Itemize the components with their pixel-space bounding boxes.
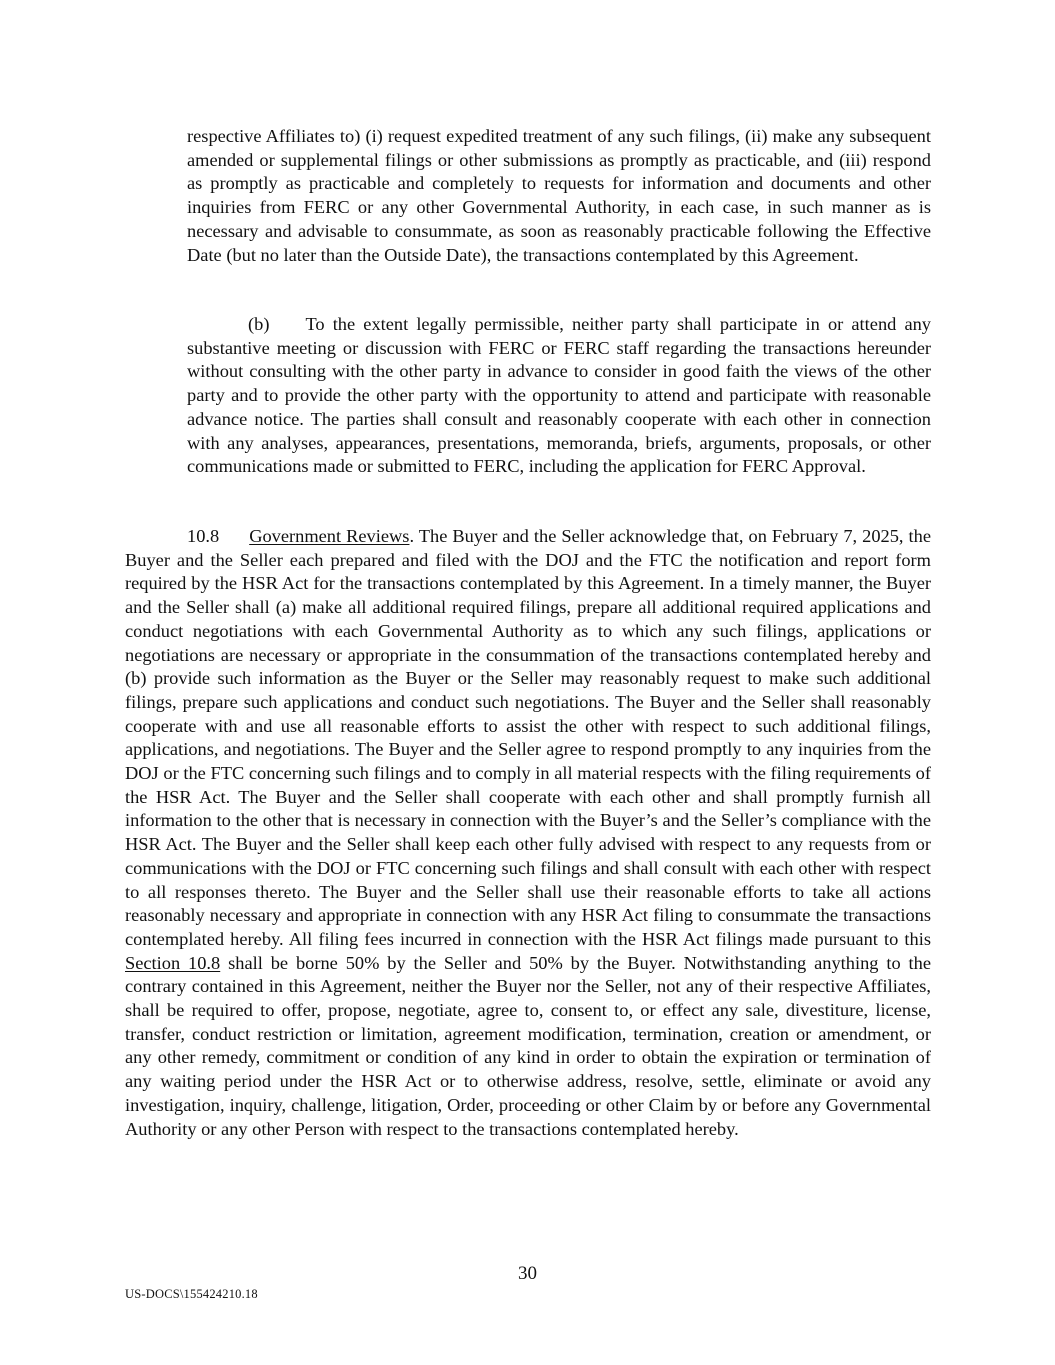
section-10-8-paragraph <box>125 525 931 1141</box>
section-heading-punct: . <box>409 526 415 546</box>
continuation-paragraph: respective Affiliates to) (i) request expedited treatment of any such filings, (ii) make any subsequent amended or supplemental filings or other submissions as promptly as practicable, and (iii) respond as promptly as practicable and completely to requests for information and documents and other inquiries from FERC or any other Governmental Authority, in each case, in such manner as is necessary and advisable to consummate, as soon as reasonably practicable following the Effective Date (but no later than the Outside Date), the transactions contemplated by this Agreement. <box>187 126 931 265</box>
page-number: 30 <box>518 1263 537 1284</box>
section-body-part1: The Buyer and the Seller acknowledge that, on February 7, 2025, the Buyer and the Seller each prepared and filed with the DOJ and the FTC the notification and report form required by the HSR Act for the transactions contemplated by this Agreement. In a timely manner, the Buyer and the Seller shall (a) make all additional required filings, prepare all additional required applications and conduct negotiations with each Governmental Authority as to which any such filings, applications or negotiations are necessary or appropriate in the consummation of the transactions contemplated hereby and (b) provide such information as the Buyer or the Seller may reasonably request to make such additional filings, prepare such applications and conduct such negotiations. The Buyer and the Seller shall reasonably cooperate with and use all reasonable efforts to assist the other with respect to such additional filings, applications, and negotiations. The Buyer and the Seller agree to respond promptly to any inquiries from the DOJ or the FTC concerning such filings and to comply in all material respects with the filing requirements of the HSR Act. The Buyer and the Seller shall cooperate with each other and shall promptly furnish all information to the other that is necessary in connection with the Buyer’s and the Seller’s compliance with the HSR Act. The Buyer and the Seller shall keep each other fully advised with respect to any requests from or communications with the DOJ or FTC concerning such filings and shall consult with each other with respect to all responses thereto. The Buyer and the Seller shall use their reasonable efforts to take all actions reasonably necessary and appropriate in connection with any HSR Act filing to consummate the transactions contemplated hereby. All filing fees incurred in connection with the HSR Act filings made pursuant to this <box>125 526 931 949</box>
subsection-b-paragraph <box>187 313 931 479</box>
section-heading: Government Reviews <box>249 526 410 546</box>
section-cross-reference: Section 10.8 <box>125 952 221 973</box>
section-body-part2: shall be borne 50% by the Seller and 50% by the Buyer. Notwithstanding anything to the contrary contained in this Agreement, neither the Buyer nor the Seller, not any of their respective Affiliates, shall be required to offer, propose, negotiate, agree to, consent to, or effect any sale, divestiture, license, transfer, conduct restriction or limitation, agreement modification, termination, creation or amendment, or any other remedy, commitment or condition of any kind in order to obtain the expiration or termination of any waiting period under the HSR Act or to otherwise address, resolve, settle, eliminate or avoid any investigation, inquiry, challenge, litigation, Order, proceeding or other Claim by or before any Governmental Authority or any other Person with respect to the transactions contemplated hereby. <box>125 952 932 1139</box>
subsection-b-label: (b) <box>248 314 270 334</box>
subsection-b-text: To the extent legally permissible, neither party shall participate in or attend any substantive meeting or discussion with FERC or FERC staff regarding the transactions hereunder without consulting with the other party in advance to consider in good faith the views of the other party and to provide the other party with the opportunity to attend and participate with reasonable advance notice. The parties shall consult and reasonably cooperate with each other in connection with any analyses, appearances, presentations, memoranda, briefs, arguments, proposals, or other communications made or submitted to FERC, including the application for FERC Approval. <box>187 314 931 477</box>
section-number: 10.8 <box>187 526 220 546</box>
document-id-footer: US-DOCS\155424210.18 <box>125 1287 258 1301</box>
